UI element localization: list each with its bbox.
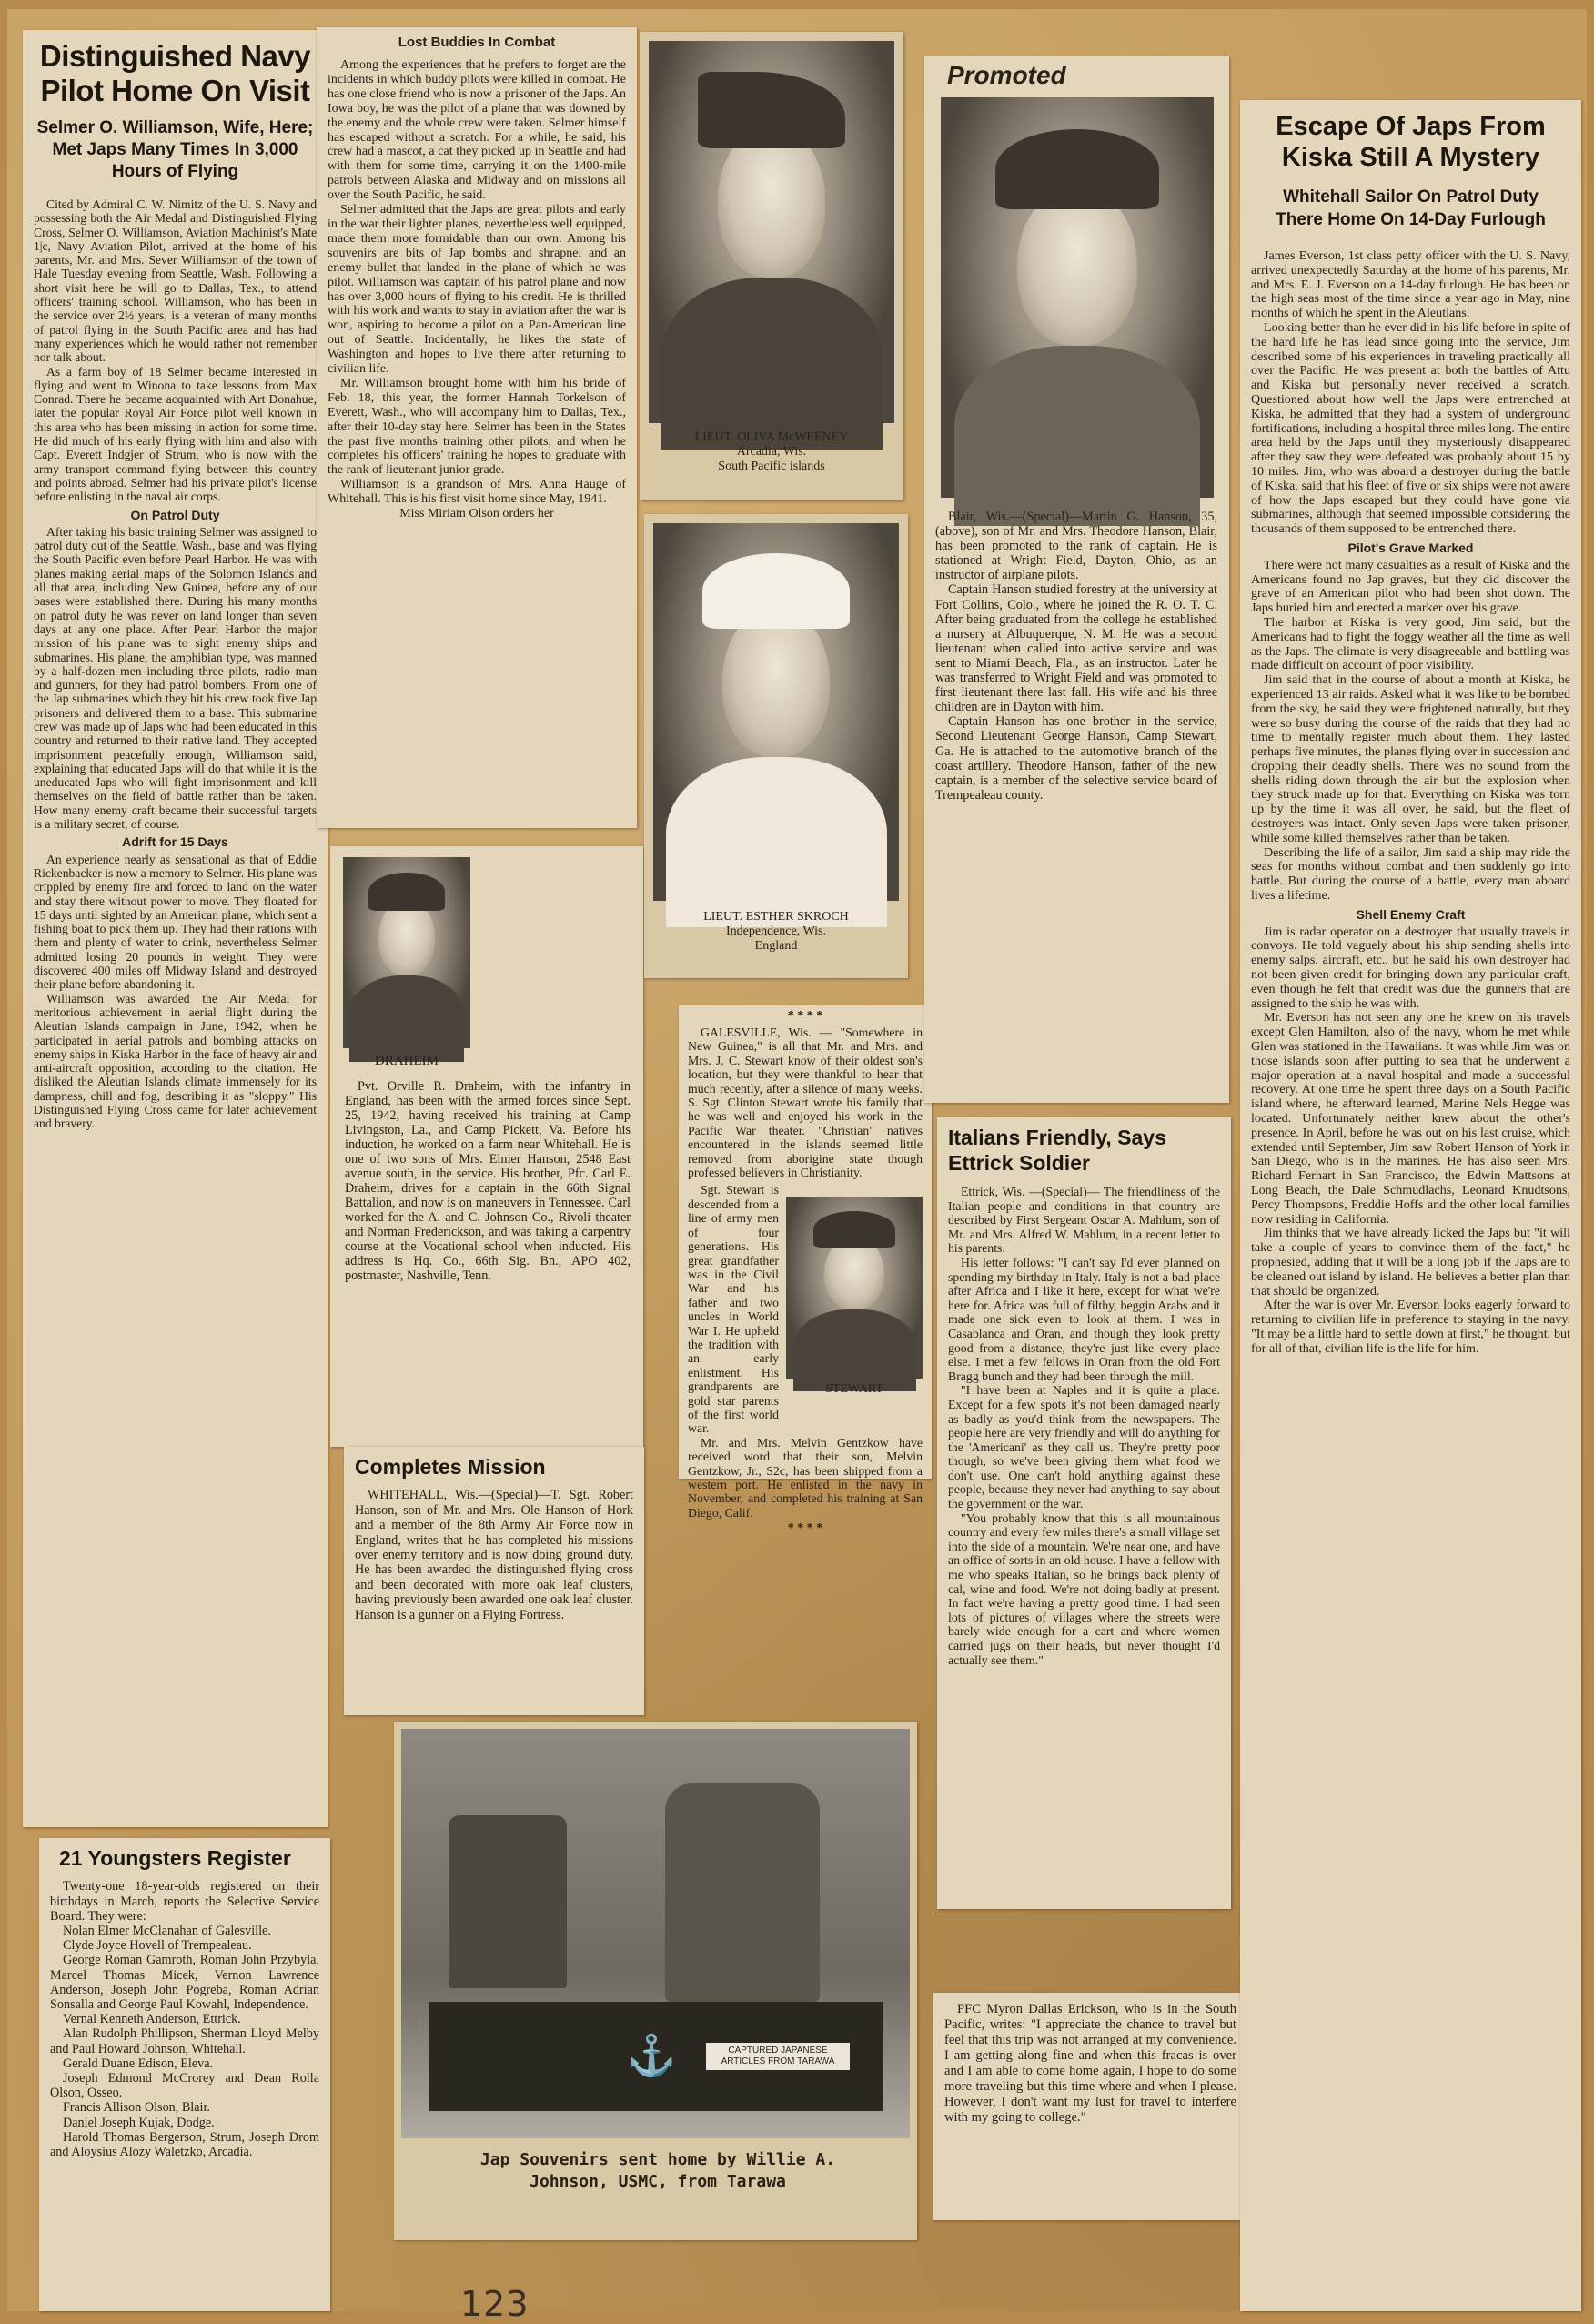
navy-pilot-paragraph: Cited by Admiral C. W. Nimitz of the U. S. Navy and possessing both the Air Medal and Distinguished Flying Cross, Selmer O. Williamson, Aviation Machinist's Mate 1|c, Navy Aviation Pilot, arrived at the home of his parents, Mr. and Mrs. Sever Williamson of the town of Hale Tuesday evening from Seattle, Wash. Following a short visit here he will go to Dallas, Tex., to attend officers' training school. Williamson, who has been in the service over 2½ years, is a veteran of many months of patrol flying in the South Pacific area and has had many experiences which he would rather not remember nor talk about. [34, 197, 317, 365]
navy-pilot-paragraph: After taking his basic training Selmer was assigned to patrol duty out of the Seattle, Wash., base and was flying the South Pacific even before Pearl Harbor. He was with planes making aerial maps of the Solomon Islands and all that area, including New Guinea, before any of our bases were established there. During his many months on patrol duty he was never on land longer than seven days at any one place. After Pearl Harbor the major mission of his plane was to sight enemy ships and submarines. His plane, the amphibian type, was manned by a half-dozen men including three pilots, radio man and gunners, for they had patrol bombers. From one of the Jap submarines which they hit his crew took five Jap prisoners and delivered them to a base. This submarine crew was made up of Japs who had been educated in this country and returned to their native land. They accepted imprisonment peacefully enough, Williamson said, explaining that educated Japs will do that while it is the uneducated Japs who will fight imprisonment and kill themselves on the field of battle rather than be taken. How many enemy craft became their successful targets is a military secret, of course. [34, 524, 317, 832]
youngsters-name-entry: Daniel Joseph Kujak, Dodge. [63, 2115, 215, 2130]
youngsters-headline: 21 Youngsters Register [59, 1846, 291, 1870]
draheim-clipping [330, 846, 643, 1447]
mcweeney-clipping [640, 32, 903, 500]
lost-buddies-paragraph: Among the experiences that he prefers to forget are the incidents in which buddy pilots were killed in combat. He has one close friend who is now a prisoner of the Japs. An Iowa boy, he was the pilot of a plane that was downed by the enemy and the whole crew were taken. Selmer himself has escaped without a scratch. For a while, he said, his crew had a mascot, a cat they picked up in Seattle and had with them for some time, carrying it on the 1400-mile patrols between Alaska and Midway and on missions all over the South Pacific, he said. [328, 58, 626, 203]
youngsters-name-entry: Francis Allison Olson, Blair. [63, 2100, 210, 2116]
stewart-stars: * * * * [787, 1009, 823, 1023]
italians-clipping [937, 1117, 1231, 1909]
kiska-clipping [1240, 100, 1581, 2311]
mcweeney-caption-place: Arcadia, Wis. [736, 445, 807, 459]
lost-buddies-cutoff-line: Miss Miriam Olson orders her [399, 507, 554, 521]
youngsters-name-entry: Gerald Duane Edison, Eleva. [63, 2056, 214, 2071]
souvenirs-photo [401, 1729, 910, 2138]
erickson-clipping [933, 1993, 1247, 2220]
italians-headline: Italians Friendly, Says Ettrick Soldier [948, 1126, 1166, 1175]
kiska-paragraph: The harbor at Kiska is very good, Jim said, but the Americans had to fight the foggy weather all the time as well as the Japs. The climate is very disagreeable and battling was made difficult on account of poor visibility. [1251, 614, 1570, 673]
italians-paragraph: "I have been at Naples and it is quite a place. Except for a few spots it's not been damaged nearly as badly as you'd think from the newspapers. The people here are very friendly and will do anything for the 'Americani' as they call us. They're pretty poor though, so we've been giving them what food we don't use. One can't hold anything against these people, because they never had anything to say about the government or the war. [948, 1383, 1220, 1511]
youngsters-intro: Twenty-one 18-year-olds registered on their birthdays in March, reports the Selective Service Board. They were: [50, 1879, 319, 1924]
stewart-caption: STEWART [825, 1382, 883, 1396]
kiska-headline: Escape Of Japs From Kiska Still A Mystery [1276, 112, 1546, 172]
kiska-paragraph: Jim thinks that we have already licked the Japs but "it will take a couple of years to convince them of the fact," he prophesied, adding that it will be a long job if the Japs are to be cleaned out island by island. He believes a better plan than that should be organized. [1251, 1226, 1570, 1298]
navy-pilot-paragraph: As a farm boy of 18 Selmer became interested in flying and went to Winona to take lessons from Max Conrad. There he became acquainted with Art Donahue, later the popular Royal Air Force pilot well known in this area who has been missing in action for some time. He did much of his early flying with him and also with Capt. Everett Indgjer of Strum, who is now with the army transport command flying between this country and points abroad. Selmer had his private pilot's license before enlisting in the naval air corps. [34, 364, 317, 504]
kiska-subheading: Pilot's Grave Marked [1347, 540, 1474, 555]
souvenirs-jacket-right [665, 1783, 820, 2002]
souvenirs-caption: Jap Souvenirs sent home by Willie A. Johnson, USMC, from Tarawa [479, 2150, 836, 2191]
stewart-paragraph: Mr. and Mrs. Melvin Gentzkow have received word that their son, Melvin Gentzkow, Jr., S2c, has been shipped from a western port. He enlisted in the navy in November, and completed his training at San Diego, Calif. [688, 1435, 923, 1520]
draheim-paragraph: Pvt. Orville R. Draheim, with the infantry in England, has been with the armed forces since Sept. 25, 1942, having received his training at Camp Livingston, La., and Camp Pickett, Va. Before his induction, he worked on a farm near Whitehall. He is one of two sons of Mrs. Elmer Hanson, 2548 East avenue south, in the service. His brother, Pfc. Carl E. Draheim, drives for a captain in the 66th Signal Battalion, and now is on maneuvers in Tennessee. Carl worked for the A. and C. Johnson Co., Rivoli theater and Norman Frederickson, and was taking a carpentry course at the Vocational school when inducted. His address is Hq. Co., 66th Sig. Bn., APO 402, postmaster, Nashville, Tenn. [345, 1079, 631, 1283]
italians-paragraph: His letter follows: "I can't say I'd ever planned on spending my birthday in Italy. Italy is not a bad place after Africa and I like it here, except for what we're here for. Africa was full of filthy, beggin Arabs and it made one sick even to look at them. I was in Casablanca and Oran, and though they look pretty good from a distance, they're just like every place else. I met a few fellows in Oran from the old Fort Bragg bunch and they had been through the mill. [948, 1255, 1220, 1383]
skroch-portrait-photo [653, 523, 899, 901]
completes-mission-paragraph: WHITEHALL, Wis.—(Special)—T. Sgt. Robert Hanson, son of Mr. and Mrs. Ole Hanson of Hork and a member of the 8th Army Air Force now in England, writes that he has completed his missions over enemy territory and is now doing ground duty. He has been awarded the distinguished flying cross and been decorated with more oak leaf clusters, having previously been awarded one oak leaf cluster. Hanson is a gunner on a Flying Fortress. [355, 1488, 633, 1622]
kiska-subheading: Shell Enemy Craft [1356, 906, 1466, 922]
souvenirs-anchor-icon: ⚓ [626, 2033, 677, 2079]
navy-pilot-subhead: Selmer O. Williamson, Wife, Here; Met Japs Many Times In 3,000 Hours of Flying [36, 118, 314, 181]
lost-buddies-paragraph: Mr. Williamson brought home with him his bride of Feb. 18, this year, the former Hannah Torkelson of Everett, Wash., who will accompany him to Dallas, Tex., after their 10-day stay here. Selmer has been in the States the past five months training other pilots, and when he completes his officers' training he hopes to graduate with the rank of lieutenant junior grade. [328, 376, 626, 478]
stewart-paragraph: GALESVILLE, Wis. — "Somewhere in New Guinea," is all that Mr. and Mrs. and Mrs. J. C. Stewart know of their oldest son's location, but they were thankful to hear that much recently, after a silence of many weeks. S. Sgt. Clinton Stewart wrote his family that he was well and enjoyed his work in the Pacific War theater. "Christian" natives encountered in the islands seemed little removed from aborigine state though professed believers in Christianity. [688, 1026, 923, 1180]
souvenirs-clipping [394, 1722, 917, 2240]
scrapbook-page [7, 9, 1587, 2324]
draheim-caption: DRAHEIM [375, 1054, 439, 1068]
youngsters-name-entry: Alan Rudolph Phillipson, Sherman Lloyd Melby and Paul Howard Johnson, Whitehall. [50, 2026, 319, 2056]
erickson-paragraph: PFC Myron Dallas Erickson, who is in the South Pacific, writes: "I appreciate the chance to travel but feel that this trip was not arranged at my convenience. I am getting along fine and when this fracas is over and I am able to come home again, I hope to do some more traveling but this time where and when I please. However, I don't want my lust for travel to interfere with my going to college." [944, 2002, 1236, 2125]
souvenirs-jacket-left [449, 1815, 567, 1988]
navy-pilot-paragraph: Williamson was awarded the Air Medal for meritorious achievement in aerial flight during the Aleutian Islands campaign in June, 1942, when he participated in aerial patrols and bombing attacks on enemy ships in Kiska Harbor in the face of heavy air and anti-aircraft opposition, according to the citation. He disliked the Aleutian Islands climate immensely for its dampness, chill and fog, describing it as "sloppy." His Distinguished Flying Cross came for later achievement and bravery. [34, 991, 317, 1131]
kiska-paragraph: Mr. Everson has not seen any one he knew on his travels except Glen Hamilton, also of the navy, whom he met while Glen was stationed in the Hawaiians. It was while Jim was on those islands soon after putting to sea that he underwent a major operation at a naval hospital and made a successful recovery. At one time he spent three days on a South Pacific island where, he afterward learned, Marine Nels Hegge was located. Unfortunately neither knew about the other's presence. In April, before he was out on his last cruise, which extended until September, Jim saw Robert Hanson of York in San Diego, who is in the marines. He has also seen Mrs. Richard Ferhart in San Francisco, the Edwin Mattsons at Long Beach, the Dale Schmudlachs, Leonard Knudtsons, Percy Thompsons, Freddie Hoffs and the other local families now residing in California. [1251, 1010, 1570, 1227]
navy-pilot-clipping [23, 30, 328, 1827]
souvenirs-sign: CAPTURED JAPANESE ARTICLES FROM TARAWA [706, 2043, 850, 2070]
kiska-paragraph: Jim is radar operator on a destroyer that usually travels in convoys. He told vaguely about his ship sending shells into enemy salps, aircraft, etc., but he said his own destroyer had not been given credit for bringing down any particular craft, even though he felt that credit was due the gunners that are assigned to the ship he was with. [1251, 924, 1570, 1011]
skroch-caption-note: England [754, 939, 798, 953]
lost-buddies-subhead: Lost Buddies In Combat [398, 35, 556, 50]
promoted-paragraph: Captain Hanson has one brother in the service, Second Lieutenant George Hanson, Camp Stewart, Ga. He is attached to the automotive branch of the coast artillery. Theodore Hanson, father of the new captain, is a member of the selective service board of Trempealeau county. [935, 714, 1217, 803]
skroch-caption-place: Independence, Wis. [726, 925, 826, 938]
navy-pilot-headline: Distinguished Navy Pilot Home On Visit [39, 39, 311, 107]
completes-mission-headline: Completes Mission [355, 1455, 546, 1479]
lost-buddies-paragraph: Williamson is a grandson of Mrs. Anna Hauge of Whitehall. This is his first visit home since May, 1941. [328, 478, 626, 507]
promoted-paragraph: Blair, Wis.—(Special)—Martin G. Hanson, 35, (above), son of Mr. and Mrs. Theodore Hanson, Blair, has been promoted to the rank of captain. He is stationed at Wright Field, Dayton, Ohio, as an instructor of airplane pilots. [935, 510, 1217, 583]
stewart-clipping [679, 1005, 932, 1536]
completes-mission-clipping [344, 1447, 644, 1715]
kiska-paragraph: After the war is over Mr. Everson looks eagerly forward to returning to civilian life in preference to staying in the navy. "It may be a little hard to settle down at first," he thought, but for all of that, civilian life is the life for him. [1251, 1298, 1570, 1356]
youngsters-name-entry: Vernal Kenneth Anderson, Ettrick. [63, 2012, 241, 2027]
mcweeney-caption-name: LIEUT. OLIVA McWEENEY [694, 430, 849, 444]
youngsters-clipping [39, 1838, 330, 2311]
stewart-paragraph: Sgt. Stewart is descended from a line of army men of four generations. His great grandfather was in the Civil War and his father and two uncles in World War I. He upheld the tradition with an early enlistment. His grandparents are gold star parents of the first world war. [688, 1183, 779, 1436]
promoted-label: Promoted [947, 61, 1066, 89]
lost-buddies-clipping [317, 27, 637, 828]
promoted-clipping [924, 56, 1229, 1103]
stewart-stars-end: * * * * [787, 1521, 823, 1536]
kiska-paragraph: Describing the life of a sailor, Jim said a ship may ride the seas for months without combat and then suddenly go into battle. But during the course of a battle, every man aboard lives a lifetime. [1251, 844, 1570, 904]
kiska-paragraph: Jim said that in the course of about a month at Kiska, he experienced 13 air raids. Asked what it was like to be bombed from the sky, he said they were frightened naturally, but they were so busy during the course of the raids that they had no time to mentally register much about them. They lasted perhaps five minutes, the planes flying over in succession and dropping their deadly shells. There was no sound from the shells riding down through the air but the explosion when they struck made up for that. Everything on Kiska was torn up by the time it was all over, he said, but the fleet of destroyers was intact. Only seven Japs were taken prisoner, while some killed themselves rather than be taken. [1251, 672, 1570, 845]
stewart-portrait-photo [786, 1197, 923, 1379]
hanson-portrait-photo [941, 97, 1214, 498]
skroch-clipping [644, 514, 908, 978]
lost-buddies-paragraph: Selmer admitted that the Japs are great pilots and early in the war their lighter planes, nevertheless well equipped, made them more formidable than our own. Among his souvenirs are bits of Jap bombs and shrapnel and an enemy bullet that landed in the plane of which he was pilot. Williamson was captain of his patrol plane and now has over 3,000 hours of flying to his credit. He is thrilled with his work and wants to stay in aviation after the war is won, aspiring to become a pilot on a Pan-American line out of Seattle. Incidentally, he likes the state of Washington and hopes to live there after returning to civilian life. [328, 203, 626, 377]
youngsters-name-entry: George Roman Gamroth, Roman John Przybyla, Marcel Thomas Micek, Vernon Lawrence Anderson, Joseph John Pogreba, Roman Adrian Sonsalla and George Paul Kowahl, Independence. [50, 1953, 319, 2012]
italians-paragraph: Ettrick, Wis. —(Special)— The friendliness of the Italian people and conditions in that country are described by First Sergeant Oscar A. Mahlum, son of Mr. and Mrs. Alfred W. Mahlum, in a recent letter to his parents. [948, 1185, 1220, 1256]
kiska-paragraph: There were not many casualties as a result of Kiska and the Americans found no Jap graves, but they did discover the grave of an American pilot who had been shot down. The Japs buried him and erected a marker over his grave. [1251, 557, 1570, 616]
navy-pilot-paragraph: An experience nearly as sensational as that of Eddie Rickenbacker is now a memory to Selmer. His plane was crippled by enemy fire and forced to land on the water and stay there without power to move. They floated for 15 days until sighted by an American plane, which sent a fishing boat to pick them up. They had their rations with them and plenty of water to drink, nevertheless Selmer admitted losing 20 pounds in weight. They were discovered 400 miles off Midway Island and destroyed their plane before abandoning it. [34, 852, 317, 992]
navy-pilot-subheading: On Patrol Duty [130, 507, 220, 522]
youngsters-name-entry: Joseph Edmond McCrorey and Dean Rolla Olson, Osseo. [50, 2070, 319, 2101]
mcweeney-portrait-photo [649, 41, 894, 423]
youngsters-name-entry: Clyde Joyce Hovell of Trempealeau. [63, 1938, 252, 1954]
kiska-paragraph: James Everson, 1st class petty officer with the U. S. Navy, arrived unexpectedly Saturday at the home of his parents, Mr. and Mrs. E. J. Everson on a 14-day furlough. He has been on the high seas most of the time since a year ago in May, nine months of which he spent in the Aleutians. [1251, 248, 1570, 321]
skroch-caption-name: LIEUT. ESTHER SKROCH [703, 910, 849, 924]
navy-pilot-subheading: Adrift for 15 Days [122, 834, 228, 850]
italians-paragraph: "You probably know that this is all mountainous country and every few miles there's a small village set into the side of a mountain. We're near one, and have an office of sorts in an old house. I have a fellow with me who speaks Italian, so he brings back plenty of cal, wine and food. We're not doing badly at present. In fact we're having a pretty good time. I had seen lots of pictures of villages where the streets were barely wide enough for a cart and where women carried jugs on their heads, but never thought I'd actually see them." [948, 1511, 1220, 1667]
page-number: 123 [460, 2284, 530, 2324]
youngsters-name-entry: Nolan Elmer McClanahan of Galesville. [63, 1923, 271, 1938]
mcweeney-caption-note: South Pacific islands [718, 460, 825, 473]
draheim-portrait-photo [343, 857, 470, 1048]
kiska-subhead: Whitehall Sailor On Patrol Duty There Home On 14-Day Furlough [1276, 187, 1546, 229]
kiska-paragraph: Looking better than he ever did in his life before in spite of the hard life he has lead since going into the service, Jim described some of his experiences in traveling practically all over the Pacific. He was present at both the battles of Attu and Kiska but personally never received a scratch. Questioned about how well the Japs were entrenched at Kiska, he admitted that they had a system of underground fortifications, including a hospital three miles long. The entire area held by the Japs until they mysteriously disappeared after they saw they were defeated was probably about 15 by 10 miles. Jim, who was aboard a destroyer during the battle of Kiska, said that his fleet of five or six ships were not aware of how the Japs escaped but they could have gone via submarines, although that seemed impossible considering the thousands of them supposed to be entrenched there. [1251, 319, 1570, 537]
promoted-paragraph: Captain Hanson studied forestry at the university at Fort Collins, Colo., where he joined the R. O. T. C. After being graduated from the college he established a nursery at Albuquerque, N. M. He was a second lieutenant when called into active service and was sent to Miami Beach, Fla., as an instructor. Later he was transferred to Wright Field and was promoted to first lieutenant there last fall. His wife and his three children are in Dayton with him. [935, 582, 1217, 715]
youngsters-name-entry: Harold Thomas Bergerson, Strum, Joseph Drom and Aloysius Alozy Waletzko, Arcadia. [50, 2129, 319, 2159]
